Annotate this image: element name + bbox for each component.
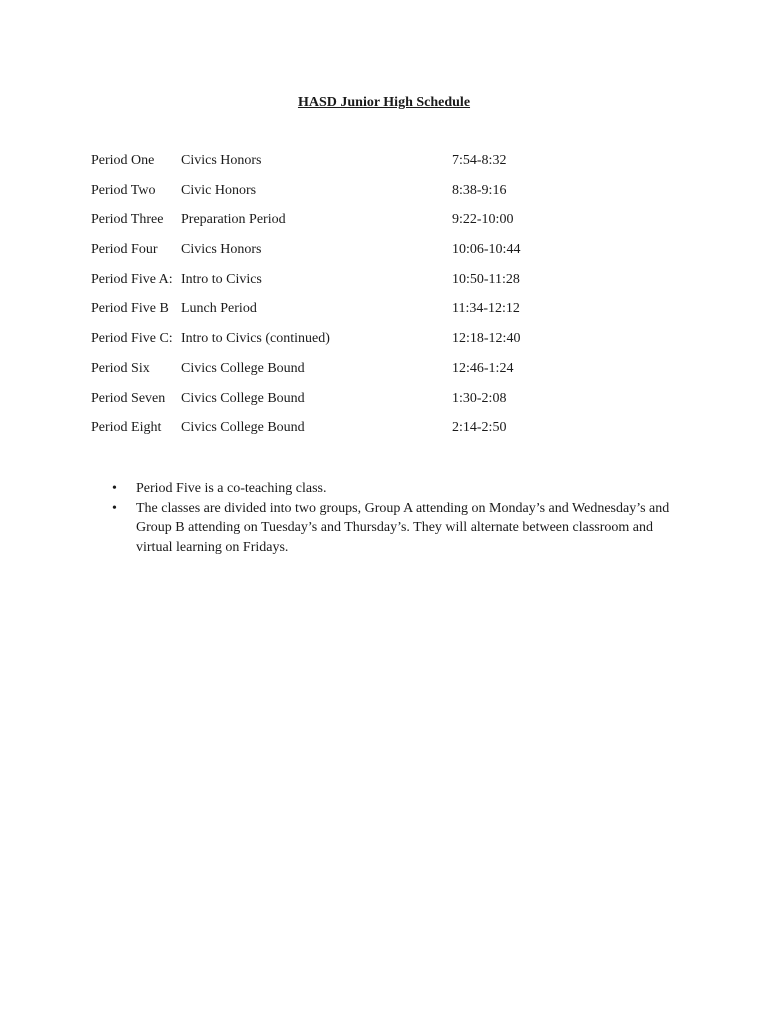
period-time: 8:38-9:16 [452,182,507,198]
schedule-row [91,240,691,270]
period-name: Period Five A: [91,271,173,287]
class-name: Civics Honors [181,153,262,168]
period-time: 1:30-2:08 [452,390,507,406]
class-name: Intro to Civics [181,271,262,287]
class-name: Lunch Period [181,301,257,317]
schedule-row [91,299,691,329]
period-time: 10:50-11:28 [452,271,520,287]
schedule-row [91,151,691,181]
schedule-row [91,418,691,448]
schedule-row [91,181,691,211]
period-name: Period Seven [91,390,166,406]
period-name: Period Six [91,360,150,376]
schedule-row [91,329,691,359]
period-name: Period Five C: [91,331,173,347]
period-name: Period Three [91,212,164,228]
class-name: Civics College Bound [181,390,305,406]
period-name: Period Two [91,182,156,198]
class-name: Civics Honors [181,242,262,258]
period-name: Period Five B [91,301,169,317]
period-time: 12:18-12:40 [452,331,521,347]
bullet-icon: • [112,500,117,516]
period-time: 12:46-1:24 [452,360,514,376]
period-time: 10:06-10:44 [452,242,521,258]
list-item [112,499,672,558]
period-time: 7:54-8:32 [452,153,507,168]
schedule-row [91,210,691,240]
page-title: HASD Junior High Schedule [297,95,471,110]
schedule-row [91,270,691,300]
schedule-row [91,389,691,419]
schedule-table [91,151,691,448]
period-time: 11:34-12:12 [452,301,520,317]
period-time: 9:22-10:00 [452,212,514,228]
class-name: Civics College Bound [181,420,305,436]
list-item [112,479,672,499]
note-text: The classes are divided into two groups, Group A attending on Monday’s and Wednesday’s and Group B attending on Tuesday’s and Thursday’s. They will alternate between classroom and virtual learning on Fridays. [136,500,670,555]
class-name: Preparation Period [181,212,286,228]
period-name: Period Four [91,242,158,258]
period-name: Period Eight [91,420,162,436]
notes-list [112,479,672,557]
period-time: 2:14-2:50 [452,420,507,436]
class-name: Civic Honors [181,182,257,198]
bullet-icon: • [112,481,117,496]
period-name: Period One [91,153,155,168]
note-text: Period Five is a co-teaching class. [136,481,327,496]
class-name: Civics College Bound [181,360,305,376]
schedule-row [91,359,691,389]
class-name: Intro to Civics (continued) [181,331,330,347]
